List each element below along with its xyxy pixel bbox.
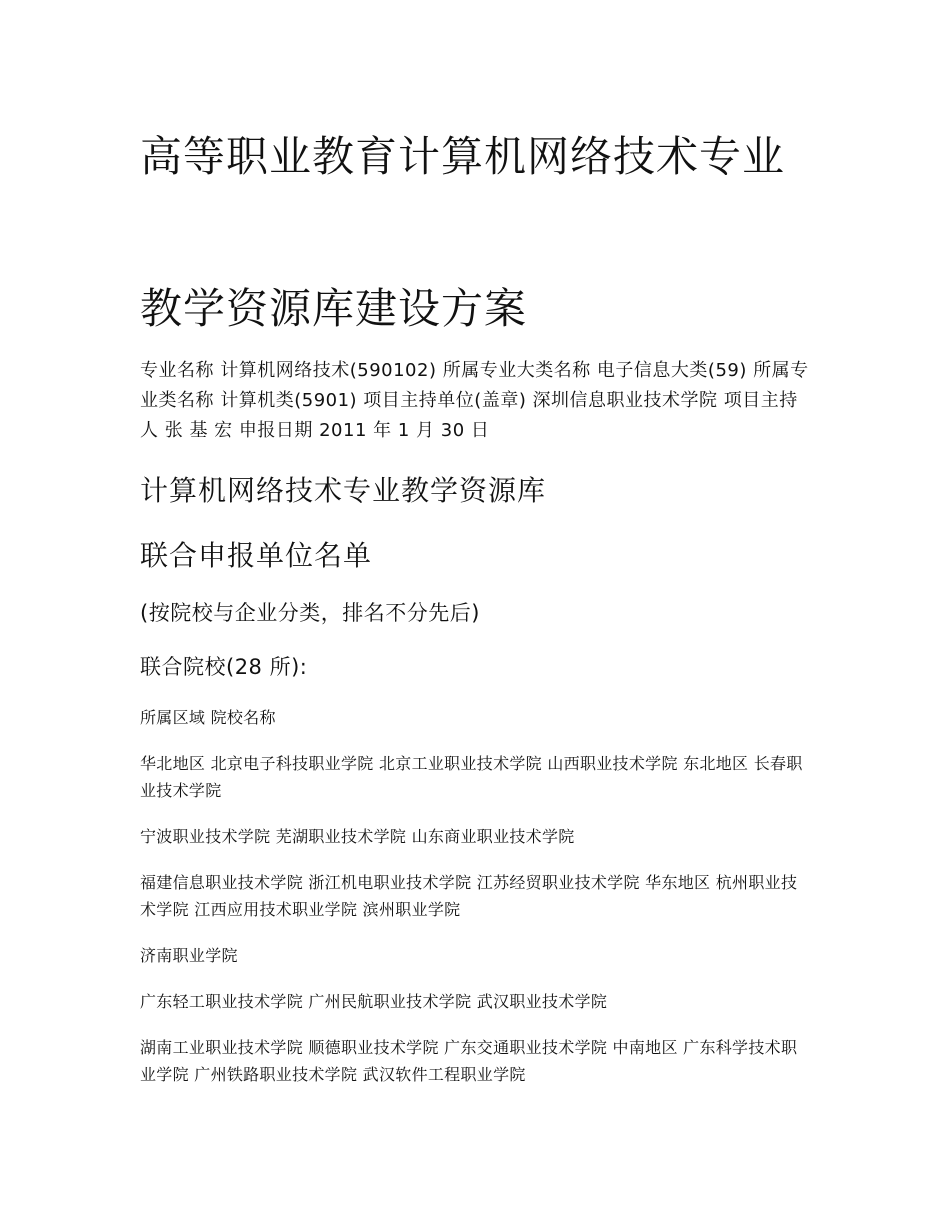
schools-heading: 联合院校(28 所): xyxy=(140,655,308,679)
school-list-paragraph: 福建信息职业技术学院 浙江机电职业技术学院 江苏经贸职业技术学院 华东地区 杭州职业技术学院 江西应用技术职业学院 滨州职业学院 xyxy=(140,873,798,919)
document-title-line1: 高等职业教育计算机网络技术专业 xyxy=(140,132,786,181)
school-list-paragraph: 湖南工业职业技术学院 顺德职业技术学院 广东交通职业技术学院 中南地区 广东科学技术职业学院 广州铁路职业技术学院 武汉软件工程职业学院 xyxy=(140,1038,798,1084)
table-header-paragraph: 所属区域 院校名称 xyxy=(140,708,276,727)
school-list-paragraph: 济南职业学院 xyxy=(140,946,238,965)
classification-note: (按院校与企业分类，排名不分先后) xyxy=(140,601,480,625)
school-list-paragraph: 广东轻工职业技术学院 广州民航职业技术学院 武汉职业技术学院 xyxy=(140,992,608,1011)
project-info: 专业名称 计算机网络技术(590102) 所属专业大类名称 电子信息大类(59) 所属专业类名称 计算机类(5901) 项目主持单位(盖章) 深圳信息职业技术学院 项目主持人 张 基 宏 申报日期 2011 年 1 月 30 日 xyxy=(140,360,809,441)
document-title-line2: 教学资源库建设方案 xyxy=(140,284,528,333)
school-list-paragraph: 华北地区 北京电子科技职业学院 北京工业职业技术学院 山西职业技术学院 东北地区 长春职业技术学院 xyxy=(140,754,803,800)
section-title-line2: 联合申报单位名单 xyxy=(140,539,373,572)
school-list-paragraph: 宁波职业技术学院 芜湖职业技术学院 山东商业职业技术学院 xyxy=(140,827,575,846)
section-title-line1: 计算机网络技术专业教学资源库 xyxy=(140,474,547,507)
